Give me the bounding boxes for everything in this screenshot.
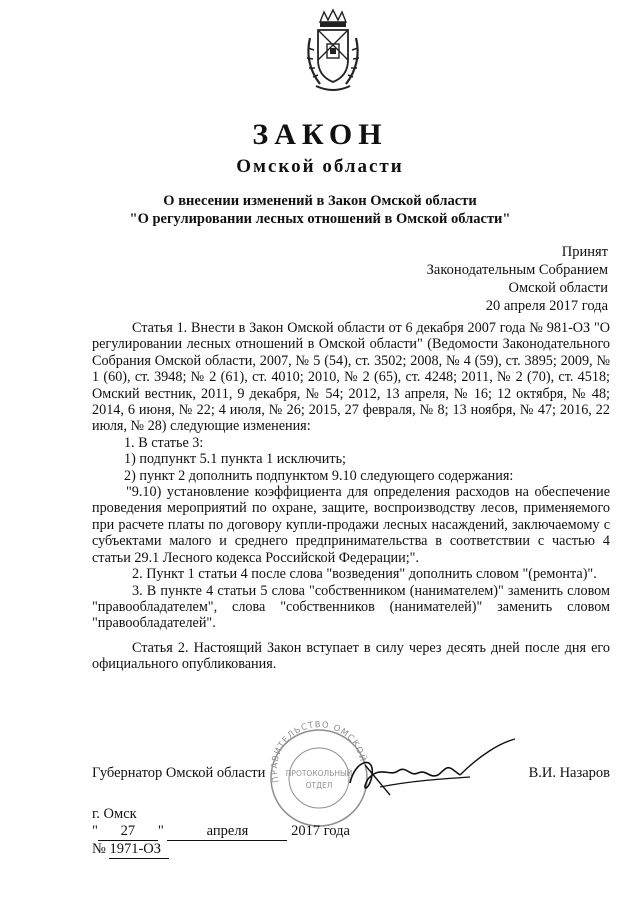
footer-city: г. Омск [92,806,137,822]
footer-law-number [92,841,350,859]
signature-row [92,765,610,785]
coat-of-arms-icon [300,8,366,94]
footer-number: 1971-ОЗ [109,841,169,859]
adoption-line-1: Принят [561,244,608,260]
document-type-title: ЗАКОН [252,118,388,151]
item-2: 2. Пункт 1 статьи 4 после слова "возведения" дополнить словом "(ремонта)". [132,566,597,583]
footer-month: апреля [167,823,287,841]
stamp-outer-text: ПРАВИТЕЛЬСТВО ОМСКОЙ [269,720,368,784]
law-heading-line-2: "О регулировании лесных отношений в Омской области" [129,211,511,227]
stamp-inner-text-1: ПРОТОКОЛЬНЫЙ [285,769,353,778]
adoption-line-3: Омской области [508,280,608,296]
item-1: 1. В статье 3: [124,434,204,451]
footer-number-sign: № [92,841,106,857]
item-3: 3. В пункте 4 статьи 5 слова "собственником (нанимателем)" заменить словом "правообладателем", слова "собственников (нанимателей)" заменить словом "правообладателей". [92,582,610,632]
law-heading [0,192,640,228]
law-body [92,320,610,673]
item-1-1: 1) подпункт 5.1 пункта 1 исключить; [124,451,346,468]
footer-date: " 27 " апреля 2017 года [92,823,350,839]
region-subtitle: Омской области [236,156,404,177]
footer-year: 2017 года [291,823,350,839]
signatory-name: В.И. Назаров [528,765,610,781]
amendment-quote: "9.10) установление коэффициента для определения расходов на обеспечение проведения мероприятий по охране, защите, воспроизводству лесов, применяемого при расчете платы по договору купли-продажи лесных насаждений, заключаемому с субъектами малого и среднего предпринимательства в соответствии с частью 4 статьи 29.1 Лесного кодекса Российской Федерации;". [92,484,610,566]
article-1-text: Статья 1. Внести в Закон Омской области от 6 декабря 2007 года № 981-ОЗ "О регулировании лесных отношений в Омской области" (Ведомости Законодательного Собрания Омской области, 2007, № 5 (54), ст. 3502; 2008, № 4 (59), ст. 3895; 2009, № 1 (60), ст. 3948; № 2 (61), ст. 4010; 2010, № 2 (65), ст. 4248; 2011, № 2 (70), ст. 4518; Омский вестник, 2011, 9 декабря, № 54; 2012, 13 апреля, № 16; 12 октября, № 48; 2014, 6 июня, № 22; 4 июля, № 26; 2015, 27 февраля, № 8; 13 ноября, № 47; 2016, 22 июля, № 28) следующие изменения: [92,320,610,435]
adoption-block [427,243,608,315]
item-1-2: 2) пункт 2 дополнить подпунктом 9.10 следующего содержания: [124,467,514,484]
footer-day: 27 [98,823,158,841]
article-2-text: Статья 2. Настоящий Закон вступает в силу через десять дней после дня его официального опубликования. [92,639,610,673]
law-heading-line-1: О внесении изменений в Закон Омской области [163,193,477,209]
adoption-date: 20 апреля 2017 года [485,298,608,314]
signatory-position: Губернатор Омской области [92,765,266,781]
adoption-line-2: Законодательным Собранием [426,262,608,278]
stamp-inner-text-2: ОТДЕЛ [305,781,333,790]
footer-block [92,806,350,859]
